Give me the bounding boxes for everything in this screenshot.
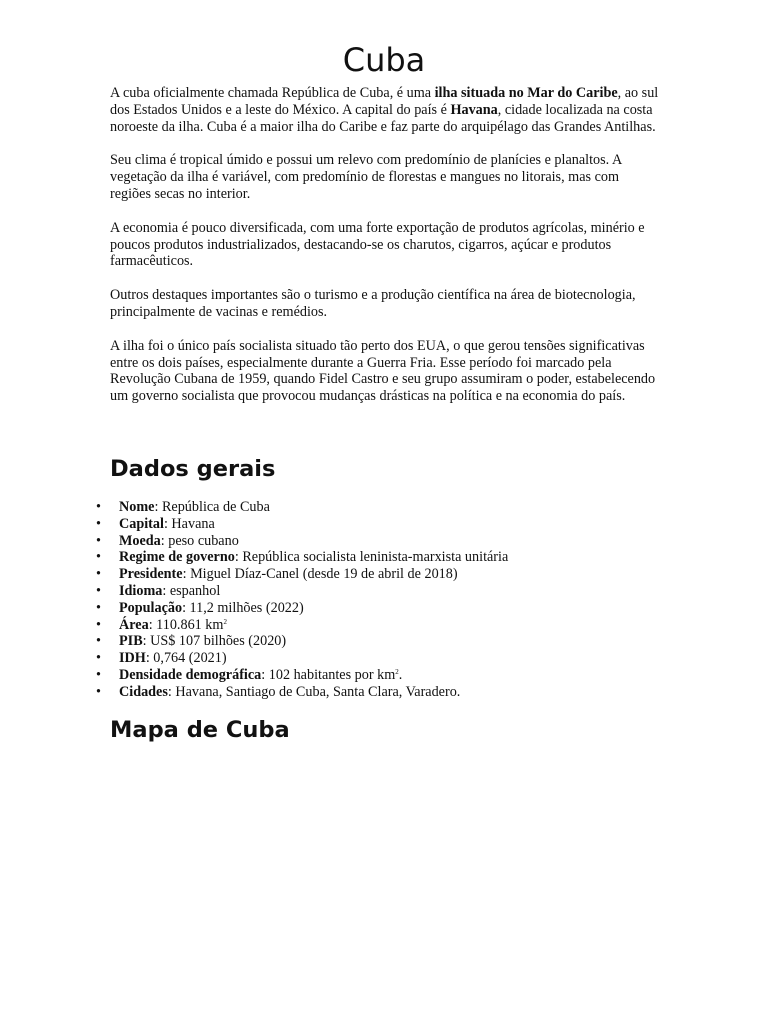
list-item (96, 617, 696, 634)
fact-label: Nome (119, 499, 155, 515)
bold-text-run: Havana (450, 101, 498, 118)
paragraph-economy: A economia é pouco diversificada, com uma forte exportação de produtos agrícolas, minério e poucos produtos industrializados, destacando-se os charutos, cigarros, açúcar e produtos farmacêuticos. (110, 219, 645, 270)
superscript: 2 (223, 617, 227, 626)
text-run: A cuba oficialmente chamada República de Cuba, é uma (110, 85, 435, 101)
fact-label: Regime de governo (119, 549, 235, 566)
fact-value: : espanhol (162, 582, 221, 599)
fact-label: Presidente (119, 566, 183, 583)
paragraph-climate: Seu clima é tropical úmido e possui um relevo com predomínio de planícies e planaltos. A vegetação da ilha é variável, com predomínio de florestas e mangues no litorais, mas com regiões secas no interior. (110, 152, 622, 202)
fact-label: Cidades (119, 683, 168, 700)
list-item (96, 583, 696, 600)
list-item (96, 633, 696, 650)
paragraph-location (110, 85, 662, 135)
bullet-icon: • (96, 599, 101, 616)
list-item (96, 499, 696, 516)
bullet-icon: • (96, 683, 101, 700)
fact-value: : Havana, Santiago de Cuba, Santa Clara, Varadero. (167, 683, 461, 700)
paragraph-highlights: Outros destaques importantes são o turismo e a produção científica na área de biotecnologia, principalmente de vacinas e remédios. (110, 287, 636, 320)
text-run: , ao sul dos Estados Unidos e a leste do México. A capital do país é (110, 85, 659, 118)
bullet-icon: • (96, 650, 101, 667)
section-heading-dados-gerais: Dados gerais (110, 456, 276, 482)
bullet-icon: • (96, 666, 101, 683)
fact-label: Capital (119, 515, 164, 532)
fact-value: : 110.861 km (148, 616, 224, 633)
bullet-icon: • (96, 616, 101, 633)
list-item (96, 533, 696, 550)
bullet-icon: • (96, 515, 101, 532)
list-item (96, 566, 696, 583)
bold-text-run: ilha situada no Mar do Caribe (434, 85, 618, 101)
section-heading-mapa: Mapa de Cuba (110, 717, 290, 743)
fact-value: : República de Cuba (154, 499, 270, 515)
fact-value: : Havana (163, 515, 215, 532)
fact-label: População (119, 599, 183, 616)
text-run: , cidade localizada na costa noroeste da ilha. Cuba é a maior ilha do Caribe e faz parte do arquipélago das Grandes Antilhas. (110, 101, 656, 135)
list-item (96, 650, 696, 667)
fact-value: : 11,2 milhões (2022) (182, 599, 304, 616)
bullet-icon: • (96, 532, 101, 549)
fact-label: Densidade demográfica (119, 666, 262, 683)
fact-value: : 0,764 (2021) (145, 650, 227, 667)
list-item (96, 516, 696, 533)
fact-suffix: . (398, 666, 403, 683)
fact-label: PIB (119, 633, 143, 650)
fact-value: : Miguel Díaz-Canel (desde 19 de abril de 2018) (182, 566, 458, 583)
intro-section (110, 85, 662, 405)
page-title: Cuba (342, 41, 426, 79)
fact-value: : 102 habitantes por km (261, 666, 396, 683)
list-item (96, 600, 696, 617)
fact-label: IDH (119, 650, 146, 667)
superscript: 2 (395, 667, 399, 676)
fact-value: : peso cubano (160, 532, 239, 549)
bullet-icon: • (96, 582, 101, 599)
fact-label: Área (119, 616, 149, 633)
fact-label: Moeda (119, 532, 161, 549)
list-item (96, 667, 696, 684)
bullet-icon: • (96, 499, 101, 515)
facts-list (96, 499, 696, 701)
bullet-icon: • (96, 633, 101, 650)
fact-value: : US$ 107 bilhões (2020) (142, 633, 287, 650)
bullet-icon: • (96, 549, 101, 566)
bullet-icon: • (96, 566, 101, 583)
fact-value: : República socialista leninista-marxista unitária (234, 549, 509, 566)
list-item (96, 684, 696, 701)
list-item (96, 549, 696, 566)
fact-label: Idioma (119, 582, 163, 599)
paragraph-history: A ilha foi o único país socialista situado tão perto dos EUA, o que gerou tensões significativas entre os dois países, especialmente durante a Guerra Fria. Esse período foi marcado pela Revolução Cubana de 1959, quando Fidel Castro e seu grupo assumiram o poder, estabelecendo um governo socialista que provocou mudanças drásticas na política e na economia do país. (110, 337, 656, 405)
